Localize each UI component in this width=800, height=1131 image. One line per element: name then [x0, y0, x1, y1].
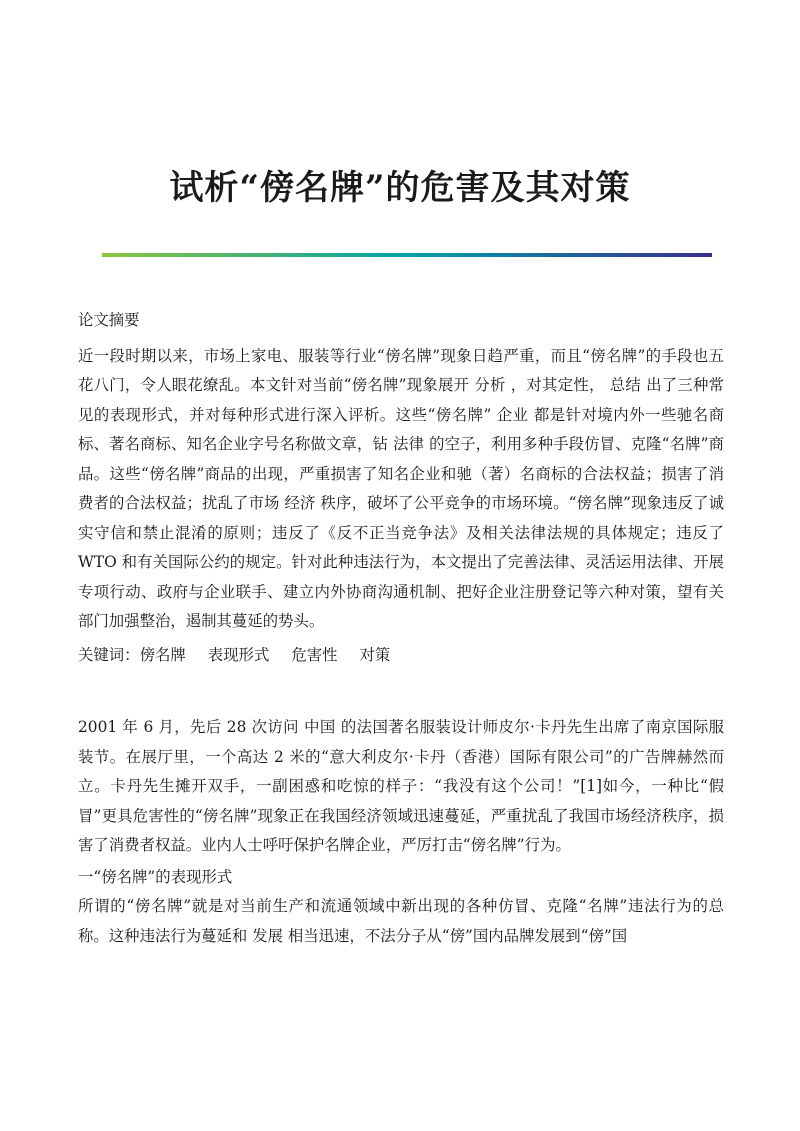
document-body	[78, 306, 724, 951]
intro-paragraph: 2001 年 6 月，先后 28 次访问 中国 的法国著名服装设计师皮尔·卡丹先生出席了南京国际服装节。在展厅里，一个高达 2 米的“意大利皮尔·卡丹（香港）国际有限公司”的广告牌赫然而立。卡丹先生摊开双手，一副困惑和吃惊的样子：“我没有这个公司！”[1]如今，一种比“假冒”更具危害性的“傍名牌”现象正在我国经济领域迅速蔓延，严重扰乱了我国市场经济秩序，损害了消费者权益。业内人士呼吁保护名牌企业，严厉打击“傍名牌”行为。	[78, 718, 724, 854]
abstract-paragraph: 近一段时期以来，市场上家电、服装等行业“傍名牌”现象日趋严重，而且“傍名牌”的手段也五花八门，令人眼花缭乱。本文针对当前“傍名牌”现象展开 分析 ，对其定性， 总结 出了三种常见的表现形式，并对每种形式进行深入评析。这些“傍名牌” 企业 都是针对境内外一些驰名商标、著名商标、知名企业字号名称做文章，钻 法律 的空子，利用多种手段仿冒、克隆“名牌”商品。这些“傍名牌”商品的出现，严重损害了知名企业和驰（著）名商标的合法权益；损害了消费者的合法权益；扰乱了市场 经济 秩序，破坏了公平竞争的市场环境。“傍名牌”现象违反了诚实守信和禁止混淆的原则；违反了《反不正当竞争法》及相关法律法规的具体规定；违反了 WTO 和有关国际公约的规定。针对此种违法行为，本文提出了完善法律、灵活运用法律、开展专项行动、政府与企业联手、建立内外协商沟通机制、把好企业注册登记等六种对策，望有关部门加强整治，遏制其蔓延的势头。	[78, 346, 724, 630]
spacer	[78, 670, 724, 713]
keyword: 表现形式	[207, 645, 270, 664]
keywords-line	[78, 641, 724, 671]
section-heading: 一“傍名牌”的表现形式	[78, 867, 233, 886]
keyword: 危害性	[291, 645, 338, 664]
keyword: 傍名牌	[139, 645, 186, 664]
page-title: 试析“傍名牌”的危害及其对策	[169, 168, 631, 208]
keywords-label: 关键词：	[78, 645, 140, 664]
title-divider	[102, 253, 712, 257]
abstract-heading: 论文摘要	[78, 311, 140, 329]
keyword: 对策	[359, 645, 391, 664]
section-paragraph: 所谓的“傍名牌”就是对当前生产和流通领域中新出现的各种仿冒、克隆“名牌”违法行为的总称。这种违法行为蔓延和 发展 相当迅速，不法分子从“傍”国内品牌发展到“傍”国	[78, 897, 724, 945]
